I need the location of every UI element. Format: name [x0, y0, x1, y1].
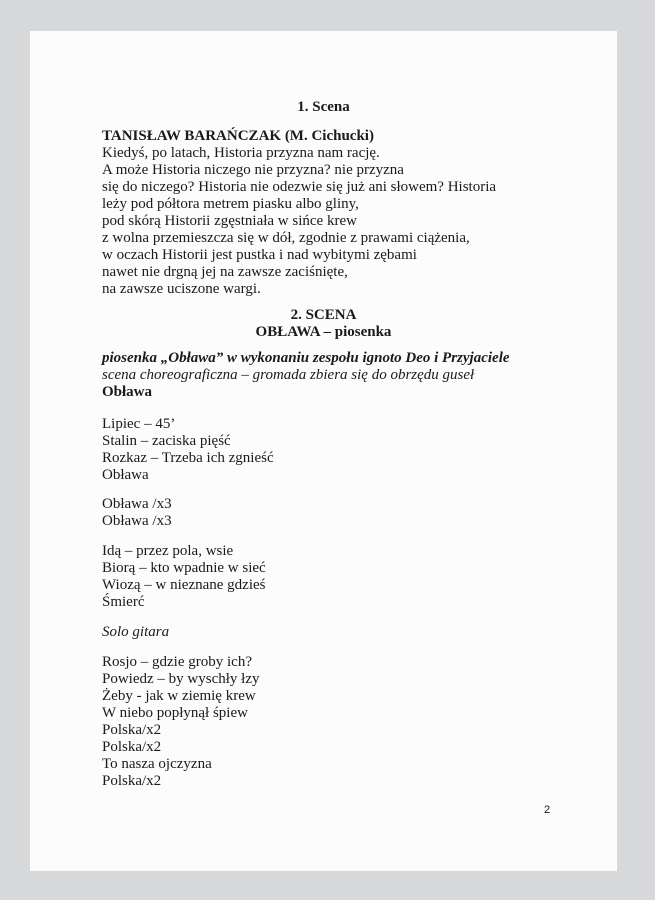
scene1-line: się do niczego? Historia nie odezwie się już ani słowem? Historia — [102, 179, 497, 195]
lyric-line: Żeby - jak w ziemię krew — [102, 688, 256, 704]
scene1-line: leży pod półtora metrem piasku albo gliny, — [102, 196, 359, 212]
scene1-line: A może Historia niczego nie przyzna? nie przyzna — [102, 162, 404, 178]
lyric-line: To nasza ojczyzna — [102, 756, 212, 772]
lyric-line: Polska/x2 — [102, 773, 162, 789]
scene1-line: z wolna przemieszcza się w dół, zgodnie z prawami ciążenia, — [102, 230, 470, 246]
performance-note: piosenka „Obława” w wykonaniu zespołu ignoto Deo i Przyjaciele — [102, 350, 510, 366]
scene1-line: pod skórą Historii zgęstniała w sińce krew — [102, 213, 357, 229]
stage-note: scena choreograficzna – gromada zbiera się do obrzędu guseł — [102, 367, 475, 383]
scene1-line: nawet nie drgną jej na zawsze zaciśnięte, — [102, 264, 348, 280]
song-title: Obława — [102, 384, 153, 400]
page-number: 2 — [544, 804, 551, 816]
lyric-line: W niebo popłynął śpiew — [102, 705, 248, 721]
lyric-line: Śmierć — [102, 594, 145, 610]
scene2-heading: 2. SCENA — [290, 307, 357, 323]
lyric-line: Powiedz – by wyschły łzy — [102, 671, 260, 687]
lyric-line: Obława /x3 — [102, 513, 172, 529]
lyric-line: Polska/x2 — [102, 739, 162, 755]
scene1-line: na zawsze uciszone wargi. — [102, 281, 261, 297]
lyric-line: Stalin – zaciska pięść — [102, 433, 231, 449]
scene1-heading: 1. Scena — [297, 99, 350, 115]
lyric-line: Obława /x3 — [102, 496, 172, 512]
lyric-line: Rosjo – gdzie groby ich? — [102, 654, 252, 670]
scene1-line: w oczach Historii jest pustka i nad wybitymi zębami — [102, 247, 417, 263]
scene1-line: Kiedyś, po latach, Historia przyzna nam rację. — [102, 145, 380, 161]
lyric-line: Biorą – kto wpadnie w sieć — [102, 560, 266, 576]
lyric-line: Wiozą – w nieznane gdzieś — [102, 577, 266, 593]
document-page — [30, 31, 617, 871]
lyric-line: Polska/x2 — [102, 722, 162, 738]
lyric-line: Lipiec – 45’ — [102, 416, 176, 432]
lyric-line: Obława — [102, 467, 149, 483]
lyric-line: Rozkaz – Trzeba ich zgnieść — [102, 450, 274, 466]
instrumental-note: Solo gitara — [102, 624, 170, 640]
scene1-speaker: TANISŁAW BARAŃCZAK (M. Cichucki) — [102, 128, 374, 144]
scene2-subheading: OBŁAWA – piosenka — [255, 324, 392, 340]
lyric-line: Idą – przez pola, wsie — [102, 543, 234, 559]
